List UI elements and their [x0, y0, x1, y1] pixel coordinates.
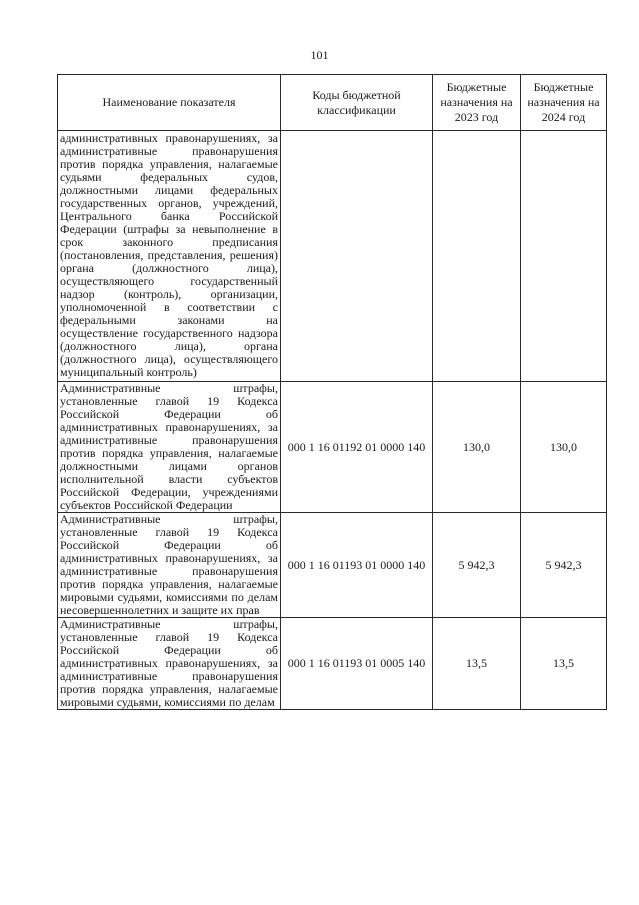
budget-2024-cell: 13,5 — [521, 618, 607, 710]
indicator-name-cell: Административные штрафы, установленные главой 19 Кодекса Российской Федерации об административных правонарушениях, за административные правонарушения против порядка управления, налагаемые мировыми судьями, комиссиями по делам — [58, 618, 281, 710]
budget-2024-cell — [521, 131, 607, 382]
budget-code-cell: 000 1 16 01193 01 0005 140 — [281, 618, 433, 710]
table-row — [58, 618, 607, 710]
page-number: 101 — [310, 48, 329, 62]
table-body — [58, 131, 607, 710]
budget-code-cell: 000 1 16 01192 01 0000 140 — [281, 382, 433, 513]
budget-table — [57, 74, 607, 710]
table-row — [58, 131, 607, 382]
budget-2023-cell: 5 942,3 — [433, 513, 521, 618]
header-row — [58, 75, 607, 131]
budget-2023-cell: 13,5 — [433, 618, 521, 710]
budget-2024-cell: 130,0 — [521, 382, 607, 513]
budget-code-cell — [281, 131, 433, 382]
header-budget-2024: Бюджетные назначения на 2024 год — [521, 75, 607, 131]
table-row — [58, 382, 607, 513]
table-row — [58, 513, 607, 618]
budget-2023-cell: 130,0 — [433, 382, 521, 513]
indicator-name-cell: Административные штрафы, установленные главой 19 Кодекса Российской Федерации об административных правонарушениях, за административные правонарушения против порядка управления, налагаемые мировыми судьями, комиссиями по делам несовершеннолетних и защите их прав — [58, 513, 281, 618]
header-budget-codes: Коды бюджетной классификации — [281, 75, 433, 131]
budget-2024-cell: 5 942,3 — [521, 513, 607, 618]
budget-2023-cell — [433, 131, 521, 382]
table-header — [58, 75, 607, 131]
budget-code-cell: 000 1 16 01193 01 0000 140 — [281, 513, 433, 618]
header-indicator-name: Наименование показателя — [58, 75, 281, 131]
indicator-name-cell: административных правонарушениях, за административные правонарушения против порядка управления, налагаемые судьями федеральных судов, должностными лицами федеральных государственных органов, учреждений, Центрального банка Российской Федерации (штрафы за невыполнение в срок законного предписания (постановления, представления, решения) органа (должностного лица), осуществляющего государственный надзор (контроль), организации, уполномоченной в соответствии с федеральными законами на осуществление государственного надзора (должностного лица), органа (должностного лица), осуществляющего муниципальный контроль) — [58, 131, 281, 382]
indicator-name-cell: Административные штрафы, установленные главой 19 Кодекса Российской Федерации об административных правонарушениях, за административные правонарушения против порядка управления, налагаемые должностными лицами органов исполнительной власти субъектов Российской Федерации, учреждениями субъектов Российской Федерации — [58, 382, 281, 513]
header-budget-2023: Бюджетные назначения на 2023 год — [433, 75, 521, 131]
